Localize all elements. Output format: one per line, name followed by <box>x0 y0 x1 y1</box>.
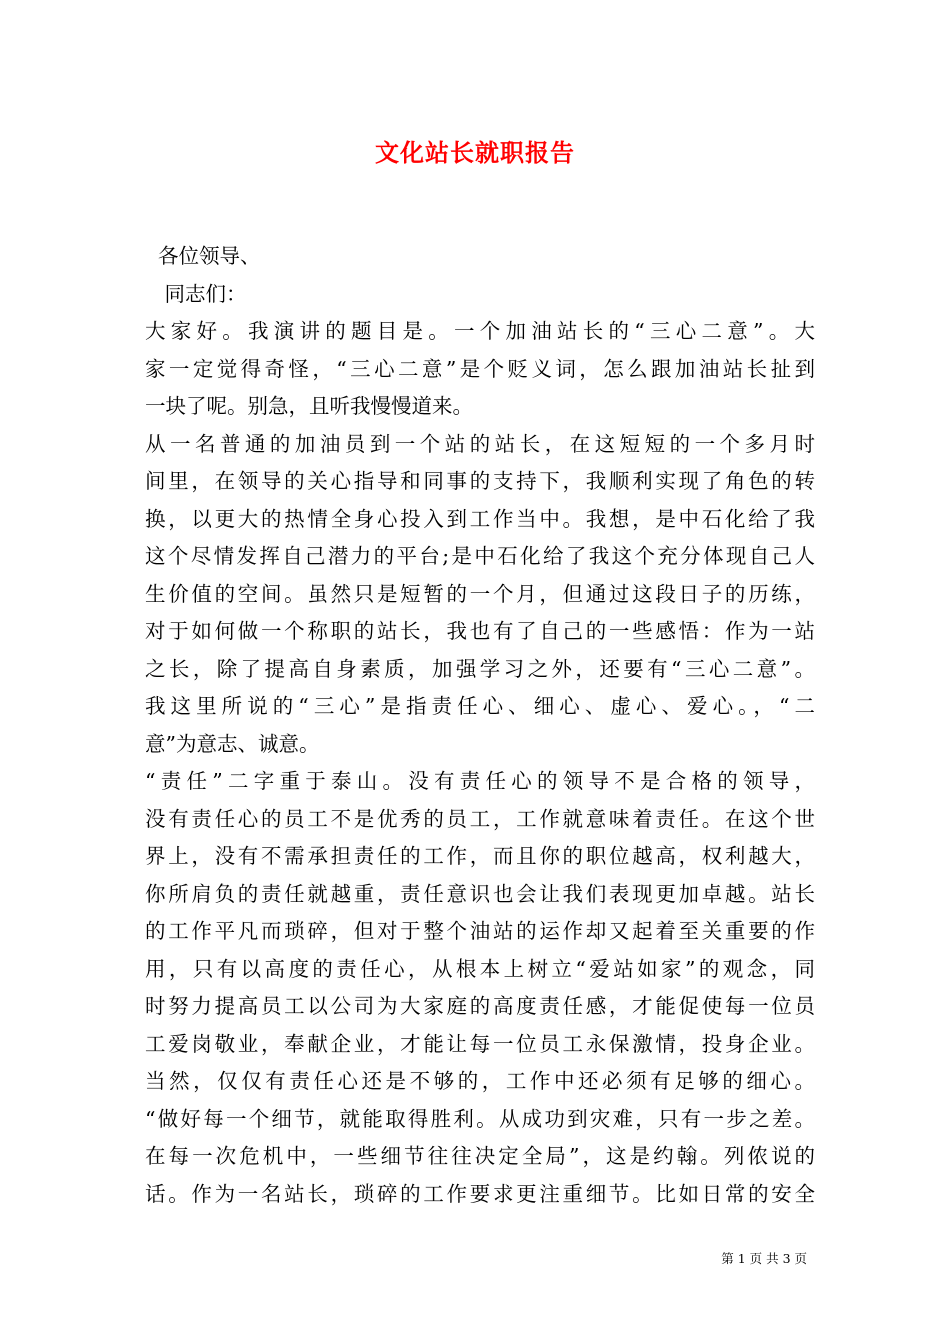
body-line: 用，只有以高度的责任心，从根本上树立“爱站如家”的观念，同 <box>145 956 815 981</box>
body-line: “做好每一个细节，就能取得胜利。从成功到灾难，只有一步之差。 <box>145 1106 815 1131</box>
body-line: 当然，仅仅有责任心还是不够的，工作中还必须有足够的细心。 <box>145 1069 815 1093</box>
body-line: 这个尽情发挥自己潜力的平台;是中石化给了我这个充分体现自己人 <box>145 544 815 568</box>
body-line: 意”为意志、诚意。 <box>145 731 320 756</box>
body-line: 间里，在领导的关心指导和同事的支持下，我顺利实现了角色的转 <box>145 469 815 493</box>
body-line: 工爱岗敬业，奉献企业，才能让每一位员工永保激情，投身企业。 <box>145 1031 815 1056</box>
body-line: 从一名普通的加油员到一个站的站长，在这短短的一个多月时 <box>145 431 815 456</box>
body-line: “责任”二字重于泰山。没有责任心的领导不是合格的领导， <box>145 769 815 793</box>
body-line: 同志们： <box>145 281 247 306</box>
body-line: 的工作平凡而琐碎，但对于整个油站的运作却又起着至关重要的作 <box>145 919 815 943</box>
body-line: 话。作为一名站长，琐碎的工作要求更注重细节。比如日常的安全 <box>145 1181 815 1206</box>
body-line: 时努力提高员工以公司为大家庭的高度责任感，才能促使每一位员 <box>145 994 815 1018</box>
body-line: 你所肩负的责任就越重，责任意识也会让我们表现更加卓越。站长 <box>145 881 815 906</box>
body-line: 家一定觉得奇怪，“三心二意”是个贬义词，怎么跟加油站长扯到 <box>145 356 815 381</box>
body-line: 各位领导、 <box>145 244 261 268</box>
body-line: 之长，除了提高自身素质，加强学习之外，还要有“三心二意”。 <box>145 656 815 681</box>
body-line: 没有责任心的员工不是优秀的员工，工作就意味着责任。在这个世 <box>145 806 815 831</box>
page-indicator: 第 1 页 共 3 页 <box>721 1251 807 1266</box>
body-line: 一块了呢。别急，且听我慢慢道来。 <box>145 394 473 418</box>
body-line: 界上，没有不需承担责任的工作，而且你的职位越高，权利越大， <box>145 844 815 868</box>
body-line: 对于如何做一个称职的站长，我也有了自己的一些感悟：作为一站 <box>145 619 815 643</box>
body-line: 大家好。我演讲的题目是。一个加油站长的“三心二意”。大 <box>145 319 815 343</box>
body-line: 生价值的空间。虽然只是短暂的一个月，但通过这段日子的历练， <box>145 581 815 606</box>
body-line: 换，以更大的热情全身心投入到工作当中。我想，是中石化给了我 <box>145 506 815 531</box>
body-line: 我这里所说的“三心”是指责任心、细心、虚心、爱心。，“二 <box>145 694 815 718</box>
document-title: 文化站长就职报告 <box>375 138 575 167</box>
document-body <box>145 238 815 1213</box>
body-line: 在每一次危机中，一些细节往往决定全局”，这是约翰。列侬说的 <box>145 1144 815 1168</box>
